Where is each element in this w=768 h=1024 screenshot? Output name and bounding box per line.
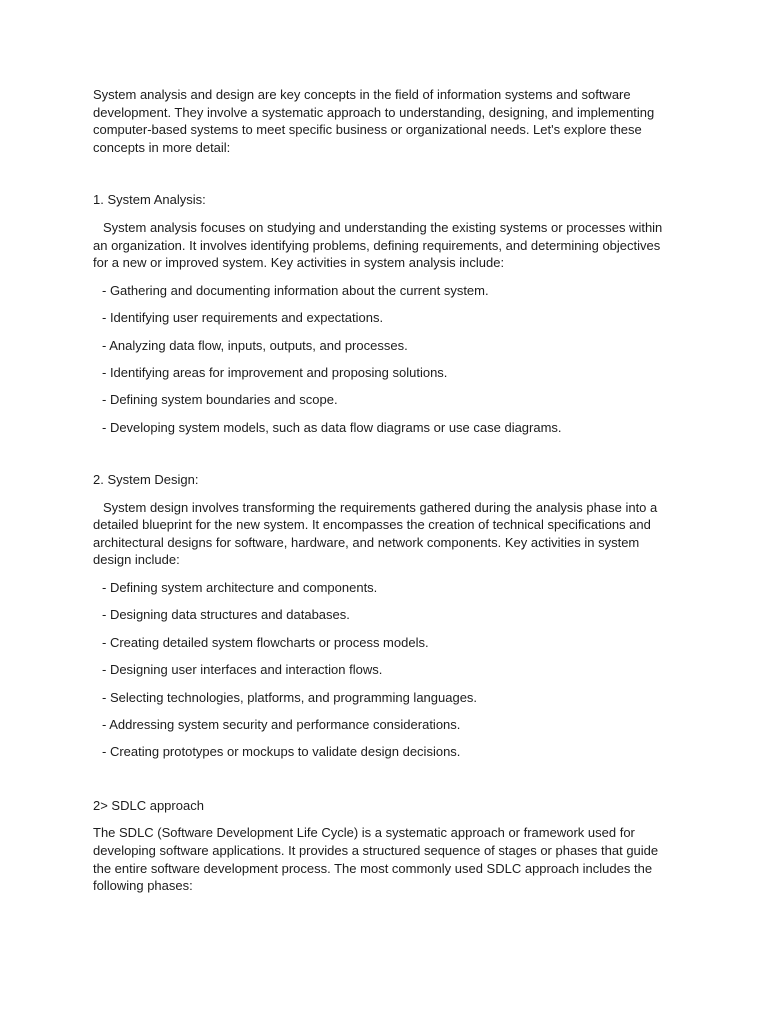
list-item: - Gathering and documenting information about the current system. xyxy=(102,282,489,298)
section-heading-sdlc: 2> SDLC approach xyxy=(93,797,204,813)
section-heading-system-design: 2. System Design: xyxy=(93,472,199,488)
system-analysis-paragraph: System analysis focuses on studying and understanding the existing systems or processes within an organization. It involves identifying problems, defining requirements, and determining objectives for a new or improved system. Key activities in system analysis include: xyxy=(93,219,663,271)
list-item: - Analyzing data flow, inputs, outputs, and processes. xyxy=(102,337,408,353)
intro-paragraph: System analysis and design are key concepts in the field of information systems and software development. They involve a systematic approach to understanding, designing, and implementing computer-based systems to meet specific business or organizational needs. Let's explore these concepts in more detail: xyxy=(93,87,655,155)
list-item: - Creating detailed system flowcharts or process models. xyxy=(102,634,429,650)
list-item: - Designing user interfaces and interaction flows. xyxy=(102,662,383,678)
list-item: - Defining system boundaries and scope. xyxy=(102,392,338,408)
list-item: - Developing system models, such as data flow diagrams or use case diagrams. xyxy=(102,419,562,435)
system-design-paragraph: System design involves transforming the requirements gathered during the analysis phase into a detailed blueprint for the new system. It encompasses the creation of technical specifications and architectural designs for software, hardware, and network components. Key activities in system design include: xyxy=(93,499,658,568)
sdlc-paragraph: The SDLC (Software Development Life Cycle) is a systematic approach or framework used for developing software applications. It provides a structured sequence of stages or phases that guide the entire software development process. The most commonly used SDLC approach includes the following phases: xyxy=(93,825,659,894)
list-item: - Selecting technologies, platforms, and programming languages. xyxy=(102,689,478,705)
list-item: - Designing data structures and databases. xyxy=(102,607,350,623)
list-item: - Identifying user requirements and expectations. xyxy=(102,310,384,326)
section-spacer xyxy=(93,446,676,471)
list-item: - Identifying areas for improvement and proposing solutions. xyxy=(102,364,448,380)
list-item: - Addressing system security and performance considerations. xyxy=(102,717,461,733)
section-heading-system-analysis: 1. System Analysis: xyxy=(93,192,206,208)
section-spacer xyxy=(93,771,676,797)
list-item: - Creating prototypes or mockups to validate design decisions. xyxy=(102,744,461,760)
list-item: - Defining system architecture and components. xyxy=(102,580,378,596)
